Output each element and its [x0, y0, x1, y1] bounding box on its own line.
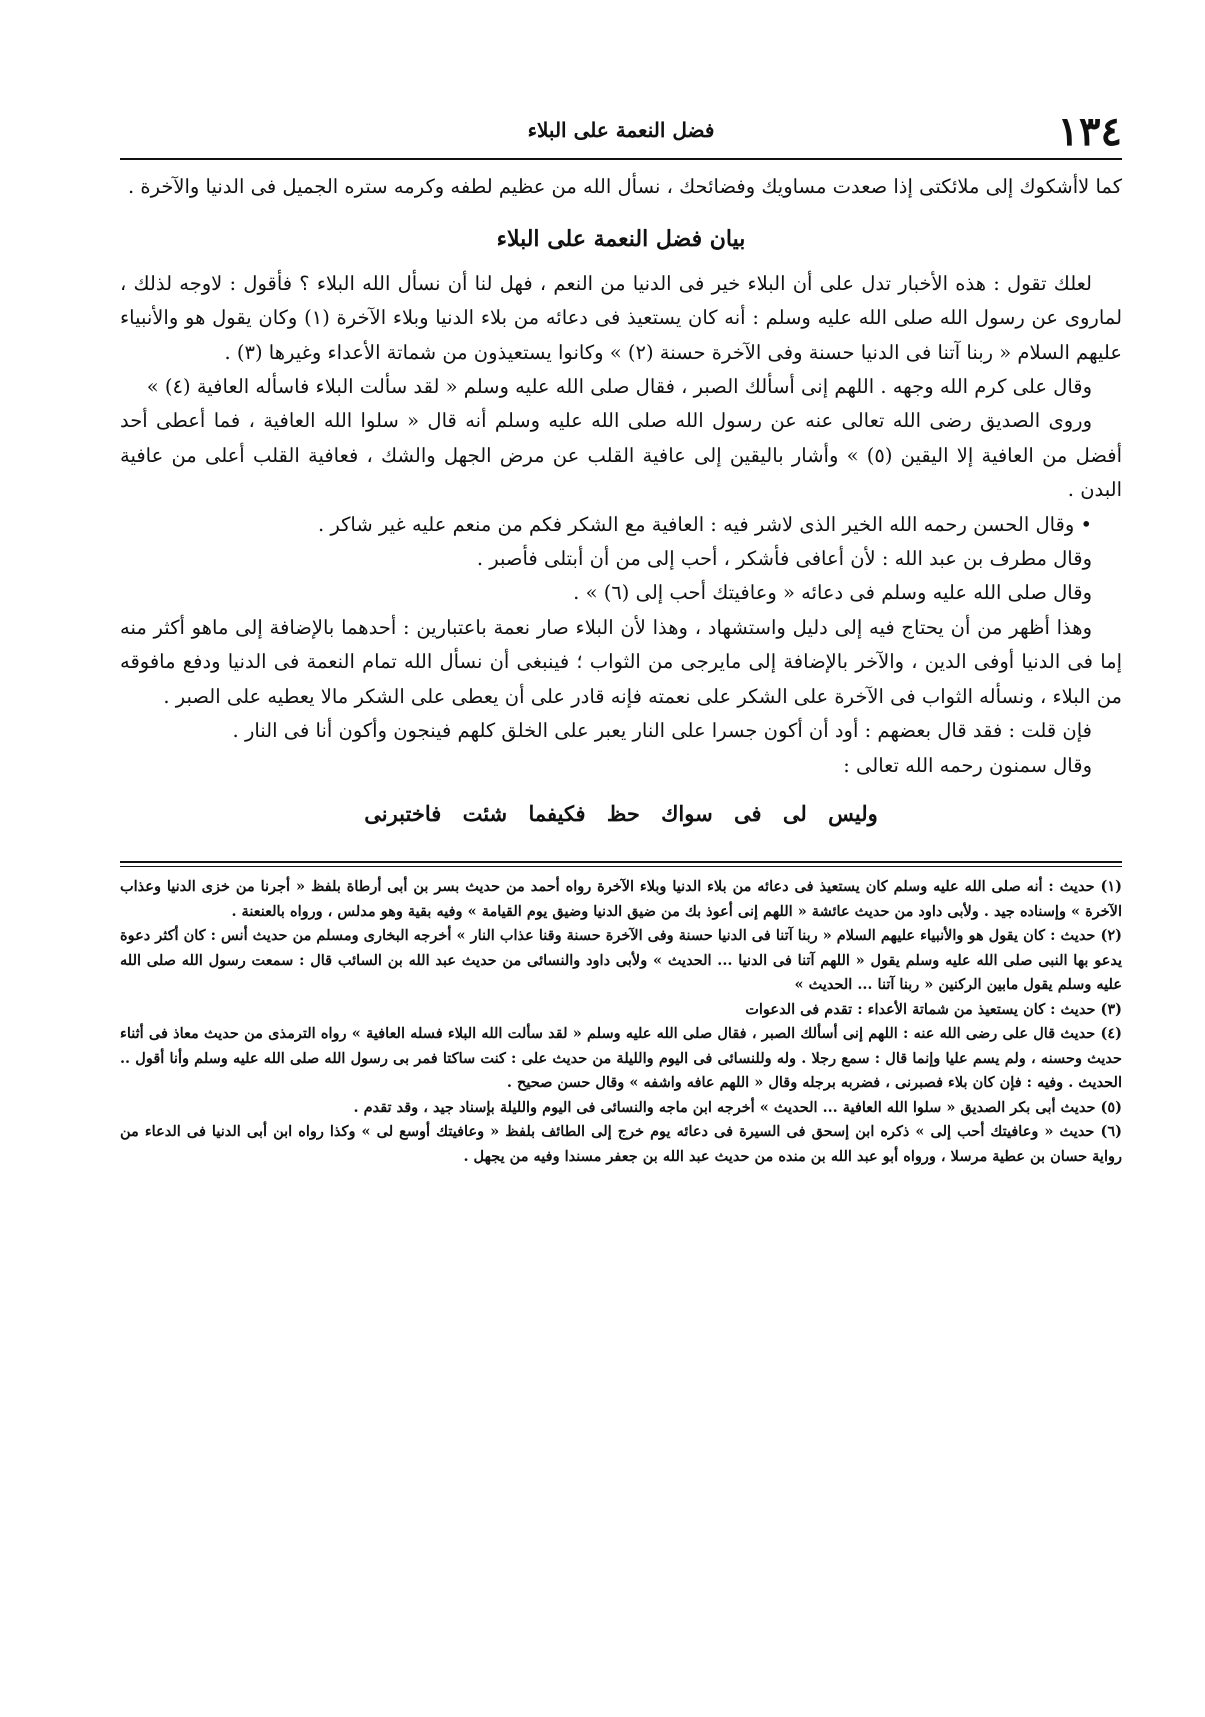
- paragraph-8: فإن قلت : فقد قال بعضهم : أود أن أكون جسرا على النار يعبر على الخلق كلهم فينجون وأكون أنا فى النار .: [232, 719, 1092, 743]
- paragraph-6: وقال صلى الله عليه وسلم فى دعائه « وعافيتك أحب إلى (٦) » .: [573, 581, 1092, 605]
- paragraph-1: لعلك تقول : هذه الأخبار تدل على أن البلاء خير فى الدنيا من النعم ، فهل لنا أن نسأل الله البلاء ؟ فأقول : لاوجه لذلك ، لماروى عن رسول الله صلى الله عليه وسلم : أنه كان يستعيذ فى دعائه من بلاء الدنيا وبلاء الآخرة (١) وكان يقول هو والأنبياء عليهم السلام « ربنا آتنا فى الدنيا حسنة وفى الآخرة حسنة (٢) » وكانوا يستعيذون من شماتة الأعداء وغيرها (٣) .: [120, 271, 1123, 364]
- footnote-1: (١) حديث : أنه صلى الله عليه وسلم كان يستعيذ فى دعائه من بلاء الدنيا وبلاء الآخرة رواه أحمد من حديث بسر بن أبى أرطاة بلفظ « أجرنا من خزى الدنيا وعذاب الآخرة » وإسناده جيد . ولأبى داود من حديث عائشة « اللهم إنى أعوذ بك من ضيق الدنيا وضيق يوم القيامة » وفيه بقية وهو مدلس ، ورواه بالعنعنة .: [120, 878, 1122, 920]
- footnote-3: (٣) حديث : كان يستعيذ من شماتة الأعداء : تقدم فى الدعوات: [745, 1000, 1122, 1018]
- footnote-2: (٢) حديث : كان يقول هو والأنبياء عليهم السلام « ربنا آتنا فى الدنيا حسنة وفى الآخرة حسنة وقنا عذاب النار » أخرجه البخارى ومسلم من حديث أنس : كان أكثر دعوة يدعو بها النبى صلى الله عليه وسلم يقول « اللهم آتنا فى الدنيا ... الحديث » ولأبى داود والنسائى من حديث عبد الله بن السائب قال : سمعت رسول الله صلى الله عليه وسلم يقول مابين الركنين « ربنا آتنا ... الحديث »: [120, 927, 1122, 994]
- paragraph-7: وهذا أظهر من أن يحتاج فيه إلى دليل واستشهاد ، وهذا لأن البلاء صار نعمة باعتبارين : أحدهما بالإضافة إلى ماهو أكثر منه إما فى الدنيا أوفى الدين ، والآخر بالإضافة إلى مايرجى من الثواب ؛ فينبغى أن نسأل الله تمام النعمة فى الدنيا ودفع مافوقه من البلاء ، ونسأله الثواب فى الآخرة على الشكر على نعمته فإنه قادر على أن يعطى على الشكر مالا يعطيه على الصبر .: [120, 615, 1122, 708]
- main-text: [120, 170, 1122, 831]
- paragraph-4: • وقال الحسن رحمه الله الخير الذى لاشر فيه : العافية مع الشكر فكم من منعم عليه غير شاكر .: [317, 512, 1092, 536]
- paragraph-3: وروى الصديق رضى الله تعالى عنه عن رسول الله صلى الله عليه وسلم أنه قال « سلوا الله العافية ، فما أعطى أحد أفضل من العافية إلا اليقين (٥) » وأشار باليقين إلى عافية القلب عن مرض الجهل والشك ، فعافية القلب أعلى من عافية البدن .: [120, 409, 1122, 502]
- page-number: ١٣٤: [1057, 108, 1122, 155]
- footnotes: [120, 875, 1122, 1169]
- footnote-divider: [120, 861, 1122, 867]
- paragraph-9: وقال سمنون رحمه الله تعالى :: [843, 753, 1092, 777]
- footnote-6: (٦) حديث « وعافيتك أحب إلى » ذكره ابن إسحق فى السيرة فى دعائه يوم خرج إلى الطائف بلفظ « وعافيتك أوسع لى » وكذا رواه ابن أبى الدنيا فى الدعاء من رواية حسان بن عطية مرسلا ، ورواه أبو عبد الله بن منده من حديث عبد الله بن جعفر مسندا وفيه من يجهل .: [120, 1123, 1122, 1165]
- book-page: [120, 108, 1122, 1169]
- opening-paragraph: كما لاأشكوك إلى ملائكتى إذا صعدت مساويك وفضائحك ، نسأل الله من عظيم لطفه وكرمه ستره الجميل فى الدنيا والآخرة .: [127, 175, 1122, 198]
- poetry-verse: وليس لى فى سواك حظ فكيفما شئت فاختبرنى: [364, 800, 878, 826]
- running-title: فضل النعمة على البلاء: [527, 118, 715, 142]
- page-header: [120, 108, 1122, 160]
- paragraph-5: وقال مطرف بن عبد الله : لأن أعافى فأشكر ، أحب إلى من أن أبتلى فأصبر .: [476, 547, 1092, 571]
- footnote-4: (٤) حديث قال على رضى الله عنه : اللهم إنى أسألك الصبر ، فقال صلى الله عليه وسلم « لقد سألت الله البلاء فسله العافية » رواه الترمذى من حديث معاذ فى أثناء حديث وحسنه ، ولم يسم عليا وإنما قال : سمع رجلا . وله وللنسائى فى اليوم والليلة من حديث على : كنت ساكتا فمر بى رسول الله صلى الله عليه وسلم وأنا أقول .. الحديث . وفيه : فإن كان بلاء فصبرنى ، فضربه برجله وقال « اللهم عافه واشفه » وقال حسن صحيح .: [120, 1025, 1122, 1092]
- section-title: بيان فضل النعمة على البلاء: [496, 226, 746, 253]
- paragraph-2: وقال على كرم الله وجهه . اللهم إنى أسألك الصبر ، فقال صلى الله عليه وسلم « لقد سألت البلاء فاسأله العافية (٤) »: [146, 375, 1092, 399]
- footnote-5: (٥) حديث أبى بكر الصديق « سلوا الله العافية ... الحديث » أخرجه ابن ماجه والنسائى فى اليوم والليلة بإسناد جيد ، وقد تقدم .: [353, 1098, 1122, 1116]
